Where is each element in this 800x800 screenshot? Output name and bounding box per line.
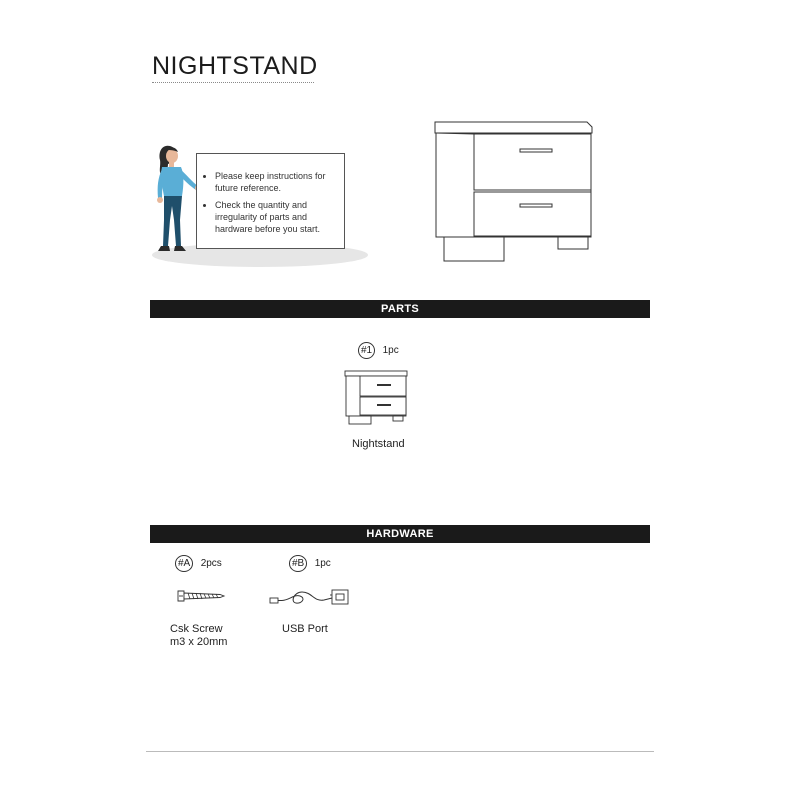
- part-1-header: [358, 340, 399, 359]
- nightstand-part-icon: [343, 368, 409, 426]
- note-item: • Please keep instructions for future reference.: [215, 170, 336, 194]
- part-tag: #1: [358, 342, 375, 359]
- hardware-section-header: HARDWARE: [150, 525, 650, 543]
- hardware-name: USB Port: [282, 623, 328, 635]
- title-underline: [152, 82, 314, 83]
- instructions-note: [196, 153, 345, 249]
- note-item: • Check the quantity and irregularity of parts and hardware before you start.: [215, 199, 336, 235]
- hardware-b-header: [289, 553, 331, 572]
- hardware-name-line: m3 x 20mm: [170, 636, 228, 648]
- screw-icon: [176, 589, 226, 603]
- hardware-tag: #A: [175, 555, 193, 572]
- usb-port-icon: [268, 584, 354, 608]
- part-qty: 1pc: [382, 345, 399, 356]
- hardware-name: [170, 623, 227, 649]
- hardware-qty: 2pcs: [200, 558, 222, 569]
- hardware-tag: #B: [289, 555, 307, 572]
- page-title: NIGHTSTAND: [152, 52, 318, 80]
- hardware-name-line: Csk Screw: [170, 623, 223, 635]
- footer-divider: [146, 751, 654, 752]
- hardware-a-header: [175, 553, 222, 572]
- parts-section-header: PARTS: [150, 300, 650, 318]
- part-name: Nightstand: [352, 438, 405, 450]
- hardware-qty: 1pc: [314, 558, 331, 569]
- nightstand-drawing-icon: [430, 115, 600, 265]
